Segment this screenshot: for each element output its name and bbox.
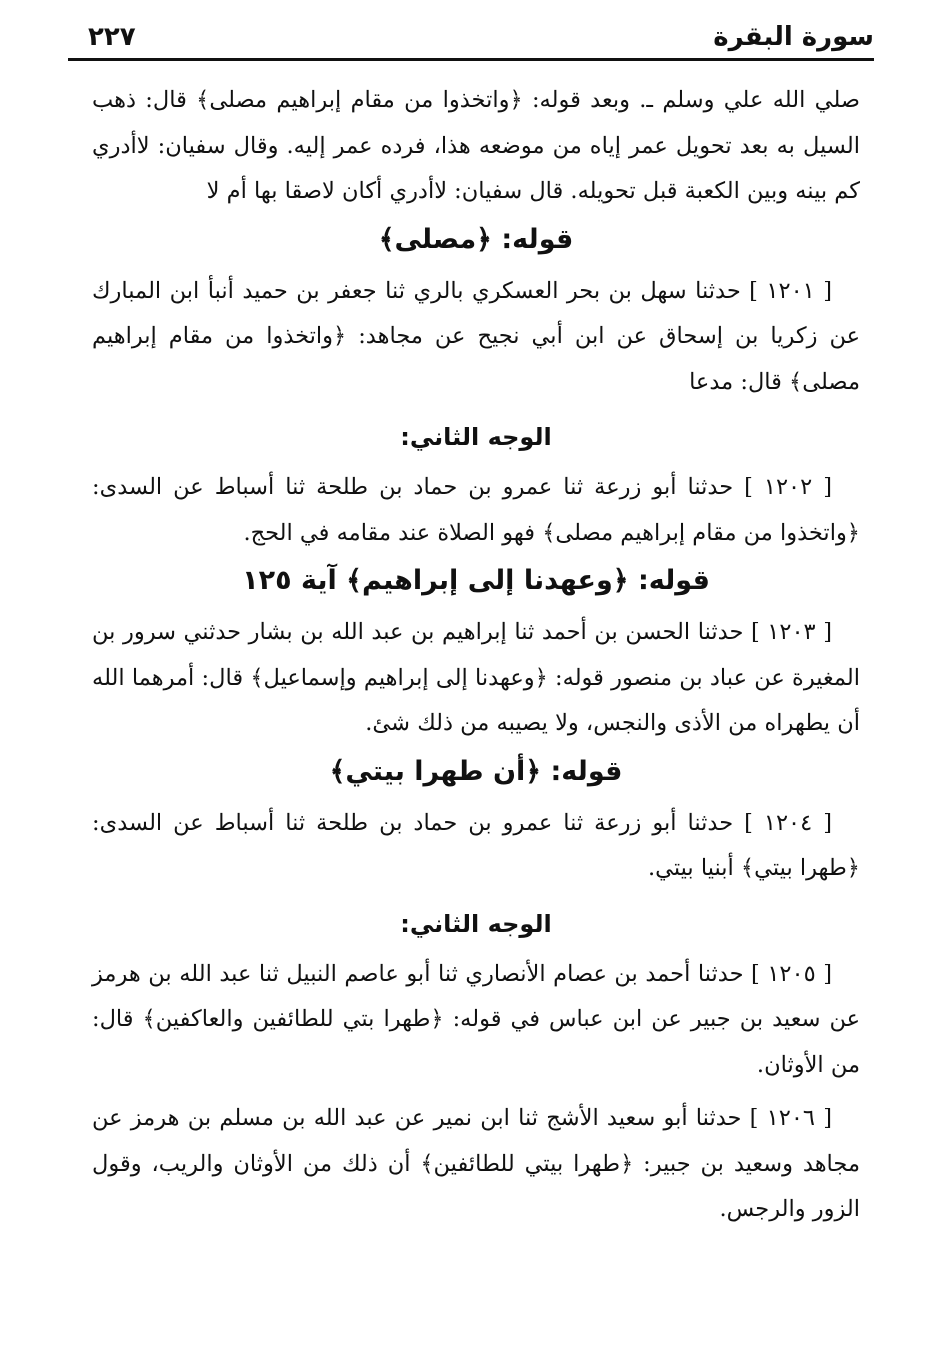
section-heading: قوله: ﴿مصلى﴾ bbox=[378, 223, 574, 255]
hadith-entry-1202: [ ١٢٠٢ ] حدثنا أبو زرعة ثنا عمرو بن حماد بن طلحة ثنا أسباط عن السدى: ﴿واتخذوا من مقام إبراهيم مصلى﴾ فهو الصلاة عند مقامه في الحج. bbox=[92, 474, 860, 546]
hadith-entry-1204: [ ١٢٠٤ ] حدثنا أبو زرعة ثنا عمرو بن حماد بن طلحة ثنا أسباط عن السدى: ﴿طهرا بيتي﴾ أبنيا بيتي. bbox=[92, 809, 860, 881]
hadith-entry-1203: [ ١٢٠٣ ] حدثنا الحسن بن أحمد ثنا إبراهيم بن عبد الله بن بشار حدثني سرور بن المغيرة عن عباد بن منصور قوله: ﴿وعهدنا إلى إبراهيم وإسماعيل﴾ قال: أمرهما الله أن يطهراه من الأذى والنجس، ولا يصيبه من ذلك شئ. bbox=[92, 619, 860, 736]
hadith-entry-1205: [ ١٢٠٥ ] حدثنا أحمد بن عصام الأنصاري ثنا أبو عاصم النبيل ثنا عبد الله بن هرمز عن سعيد بن جبير عن ابن عباس في قوله: ﴿طهرا بتي للطائفين والعاكفين﴾ قال: من الأوثان. bbox=[92, 960, 860, 1078]
page-header bbox=[68, 14, 874, 58]
subsection-heading: الوجه الثاني: bbox=[400, 423, 552, 451]
hadith-entry-1201: [ ١٢٠١ ] حدثنا سهل بن بحر العسكري بالري ثنا جعفر بن حميد أنبأ ابن المبارك عن زكريا بن إسحاق عن ابن أبي نجيح عن مجاهد: ﴿واتخذوا من مقام إبراهيم مصلى﴾ قال: مدعا bbox=[92, 277, 860, 395]
subsection-heading: الوجه الثاني: bbox=[400, 909, 552, 938]
page-number: ٢٢٧ bbox=[88, 22, 136, 52]
paragraph-continuation: صلي الله علي وسلم ـ. وبعد قوله: ﴿واتخذوا من مقام إبراهيم مصلى﴾ قال: ذهب السيل به بعد تحويل عمر إياه من موضعه هذا، فرده عمر إليه. وقال سفيان: لاأدري كم بينه وبين الكعبة قبل تحويله. قال سفيان: لاأدري أكان لاصقا بها أم لا bbox=[92, 87, 860, 204]
section-heading: قوله: ﴿أن طهرا بيتي﴾ bbox=[329, 755, 623, 787]
surah-title: سورة البقرة bbox=[713, 22, 874, 52]
header-divider bbox=[68, 58, 874, 61]
section-heading: قوله: ﴿وعهدنا إلى إبراهيم﴾ آية ١٢٥ bbox=[242, 565, 710, 596]
hadith-entry-1206: [ ١٢٠٦ ] حدثنا أبو سعيد الأشج ثنا ابن نمير عن عبد الله بن مسلم بن هرمز عن مجاهد وسعيد بن جبير: ﴿طهرا بيتي للطائفين﴾ أن ذلك من الأوثان والريب، وقول الزور والرجس. bbox=[92, 1105, 860, 1222]
page-body bbox=[92, 78, 860, 1233]
